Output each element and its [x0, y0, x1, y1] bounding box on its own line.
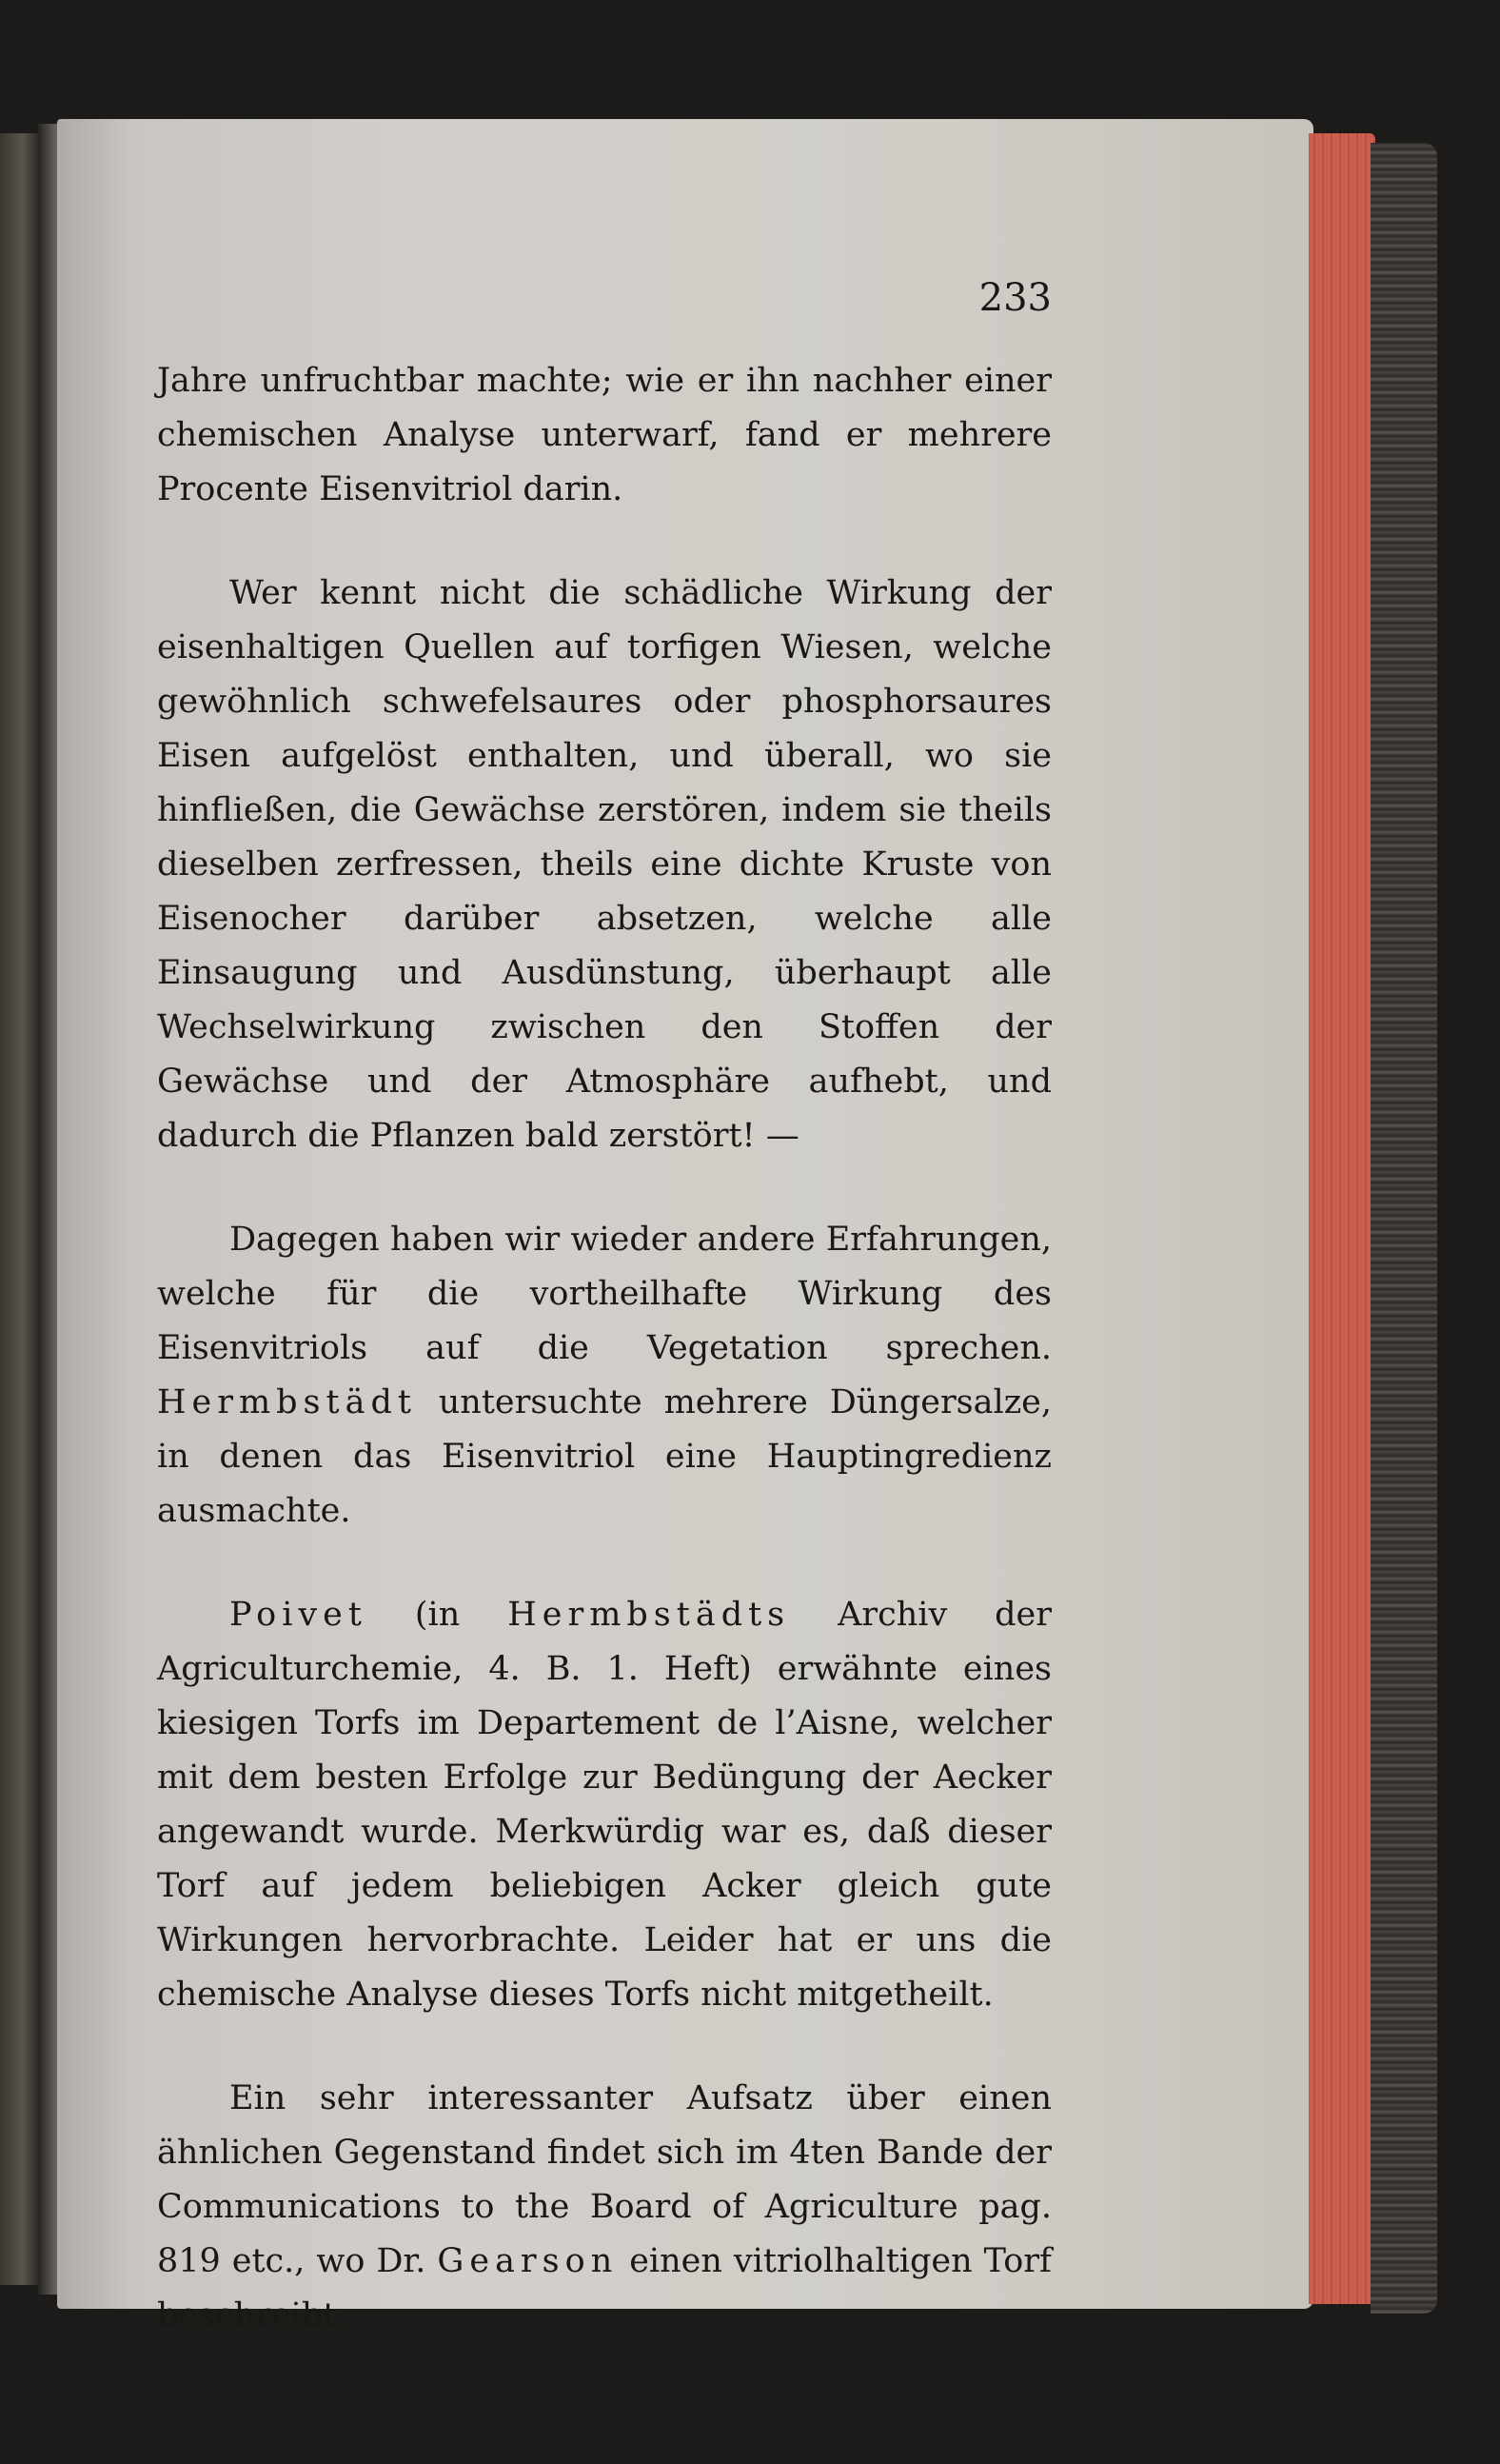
paragraph-5: [157, 2072, 1052, 2343]
author-name-gearson: Gearson: [437, 2242, 619, 2280]
paragraph-5-text-end: einen vitriolhaltigen Torf beschreibt,: [157, 2242, 1052, 2335]
paragraph-3-text-end: untersuchte mehrere Düngersalze, in denen das Eisenvitriol eine Hauptingredienz ausmachte.: [157, 1383, 1052, 1530]
paragraph-1: Jahre unfruchtbar machte; wie er ihn nachher einer chemischen Analyse unterwarf, fand er mehrere Procente Eisenvitriol darin.: [157, 362, 1052, 508]
paragraph-4: [157, 1588, 1052, 2022]
paragraph-3: [157, 1213, 1052, 1539]
paragraph-4-text: Archiv der Agriculturchemie, 4. B. 1. Heft) erwähnte eines kiesigen Torfs im Departement de l’Aisne, welcher mit dem besten Erfolge zur Bedüngung der Aecker angewandt wurde. Merkwürdig war es, daß dieser Torf auf jedem beliebigen Acker gleich gute Wirkungen hervorbrachte. Leider hat er uns die chemische Analyse dieses Torfs nicht mitgetheilt.: [157, 1596, 1052, 2014]
paragraph-5-text-start: Ein sehr interessanter Aufsatz über einen ähnlichen Gegenstand findet sich im 4ten Bande der Communications to the Board of Agriculture pag. 819 etc., wo Dr.: [157, 2079, 1052, 2280]
book-cover-edge: [1371, 143, 1437, 2314]
paragraph-3-text-start: Dagegen haben wir wieder andere Erfahrungen, welche für die vortheilhafte Wirkung des Eisenvitriols auf die Vegetation sprechen.: [157, 1221, 1052, 1367]
previous-page-edge: [0, 133, 38, 2285]
paragraph-2: Wer kennt nicht die schädliche Wirkung der eisenhaltigen Quellen auf torfigen Wiesen, welche gewöhnlich schwefelsaures oder phosphorsaures Eisen aufgelöst enthalten, und überall, wo sie hinfließen, die Gewächse zerstören, indem sie theils dieselben zerfressen, theils eine dichte Kruste von Eisenocher darüber absetzen, welche alle Einsaugung und Ausdünstung, überhaupt alle Wechselwirkung zwischen den Stoffen der Gewächse und der Atmosphäre aufhebt, und dadurch die Pflanzen bald zerstört! —: [157, 574, 1052, 1155]
page-text: [157, 276, 1052, 2393]
author-name-poivet: Poivet: [229, 1596, 367, 1634]
author-name-hermbstaedt: Hermbstädt: [157, 1383, 417, 1421]
paragraph-4-paren: (in: [414, 1596, 461, 1634]
author-name-hermbstaedts: Hermbstädts: [507, 1596, 791, 1634]
page-number: 233: [978, 276, 1052, 320]
red-page-edge: [1309, 133, 1375, 2304]
